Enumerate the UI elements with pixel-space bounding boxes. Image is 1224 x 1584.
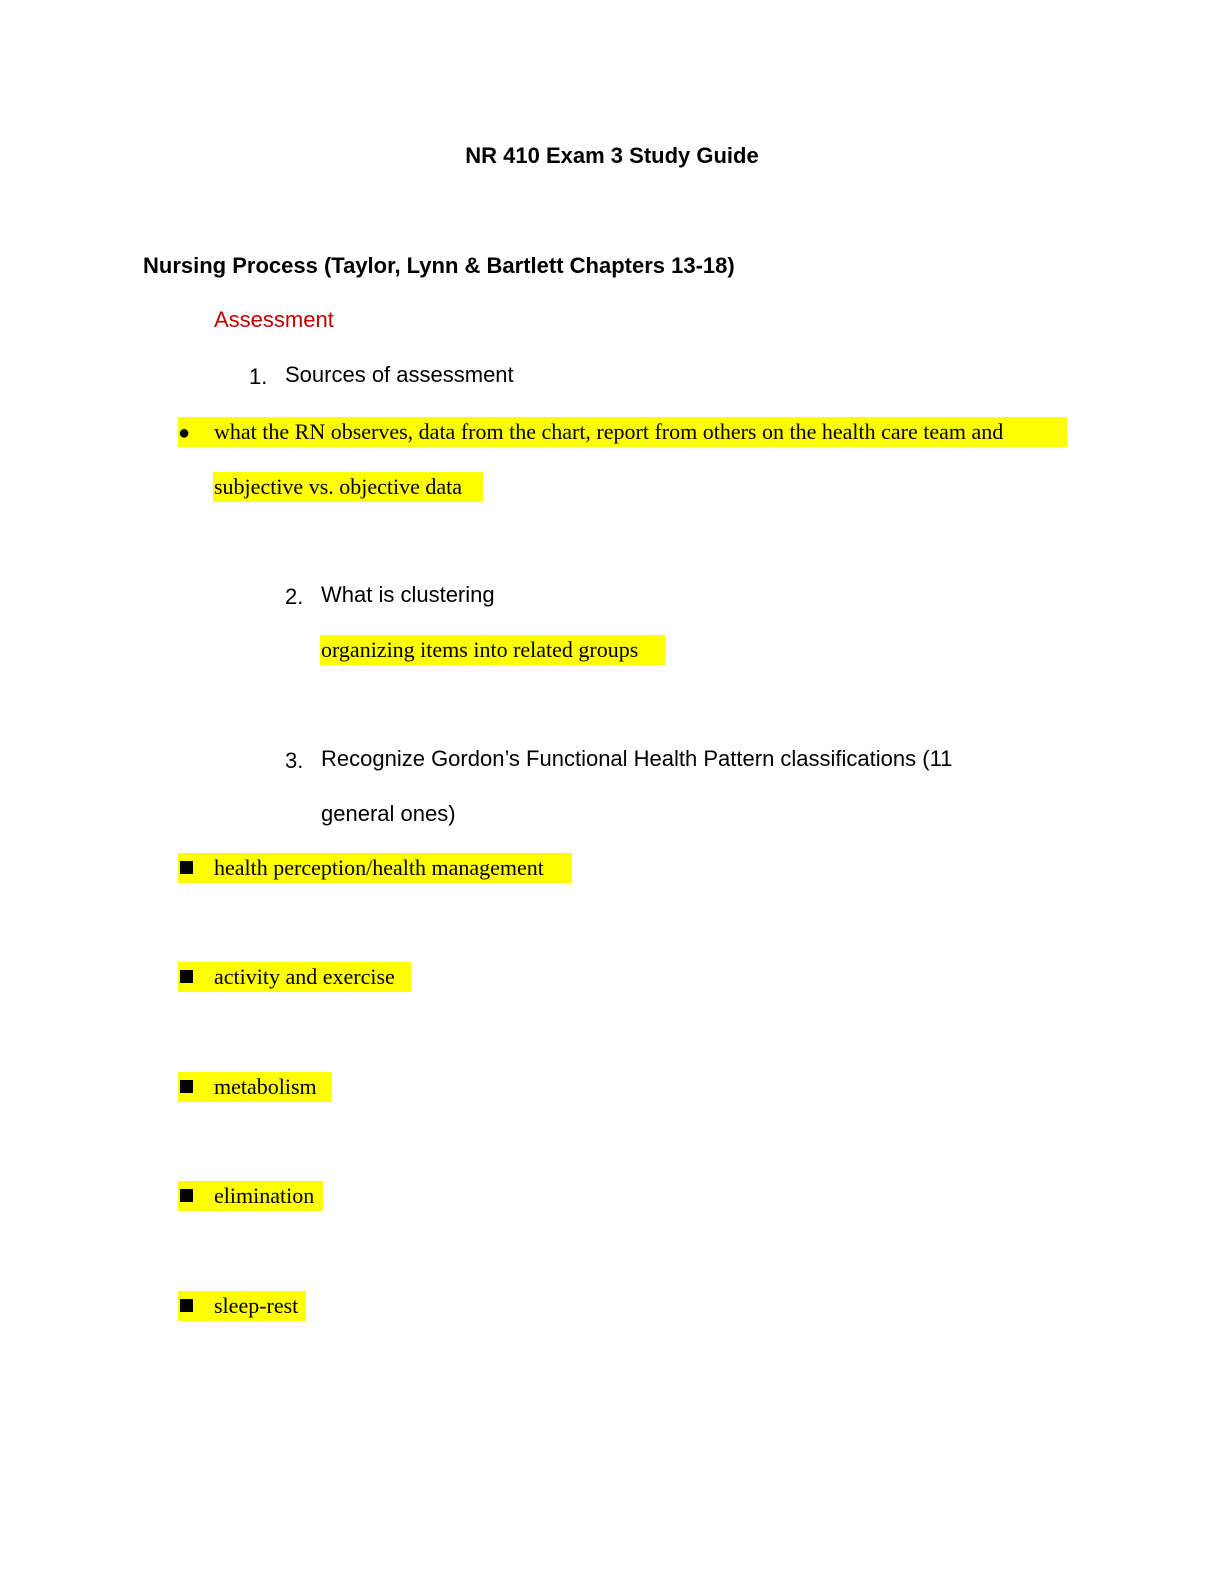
square-bullet-icon	[180, 861, 193, 874]
item-number: 1.	[249, 364, 268, 389]
item-text: Sources of assessment	[285, 362, 514, 387]
pattern-text: elimination	[214, 1183, 315, 1208]
pattern-text: health perception/health management	[214, 855, 544, 880]
answer-line: what the RN observes, data from the chart, report from others on the health care team and	[214, 419, 1004, 444]
item-number: 2.	[285, 584, 304, 609]
bullet-icon: ●	[178, 422, 191, 444]
item-number: 3.	[285, 748, 304, 773]
document-title: NR 410 Exam 3 Study Guide	[465, 143, 759, 168]
item-text: Recognize Gordon’s Functional Health Pattern classifications (11	[321, 746, 953, 771]
square-bullet-icon	[180, 1080, 193, 1093]
section-heading: Nursing Process (Taylor, Lynn & Bartlett Chapters 13-18)	[143, 253, 735, 278]
item-text: What is clustering	[321, 582, 495, 607]
answer-line: subjective vs. objective data	[214, 474, 463, 499]
item-text: general ones)	[321, 801, 456, 826]
pattern-text: metabolism	[214, 1074, 317, 1099]
pattern-text: sleep-rest	[214, 1293, 299, 1318]
answer-line: organizing items into related groups	[321, 637, 639, 662]
square-bullet-icon	[180, 970, 193, 983]
subheading-assessment: Assessment	[214, 307, 334, 332]
square-bullet-icon	[180, 1299, 193, 1312]
square-bullet-icon	[180, 1189, 193, 1202]
pattern-text: activity and exercise	[214, 964, 395, 989]
